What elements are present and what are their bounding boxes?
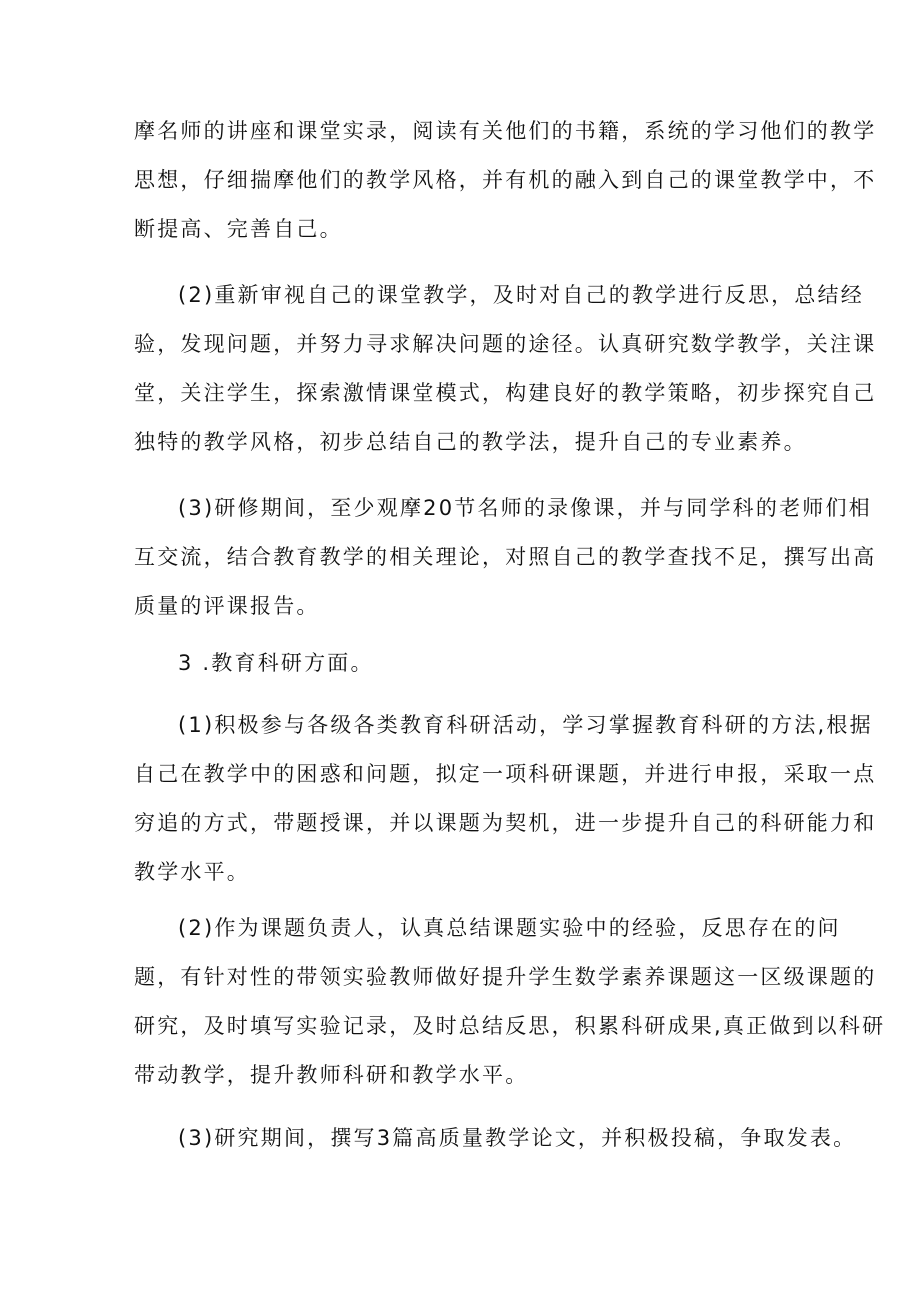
text-line: 独特的教学风格，初步总结自己的教学法，提升自己的专业素养。 [134,430,807,454]
text-line: 验，发现问题，并努力寻求解决问题的途径。认真研究数学教学，关注课 [134,332,877,356]
text-line: 自己在教学中的困惑和问题，拟定一项科研课题，并进行申报，采取一点 [134,762,877,786]
text-line: 思想，仔细揣摩他们的教学风格，并有机的融入到自己的课堂教学中，不 [134,168,877,192]
text-line: 断提高、完善自己。 [134,217,343,241]
text-line: 互交流，结合教育教学的相关理论，对照自己的教学查找不足，撰写出高 [134,545,877,569]
text-line: 带动教学，提升教师科研和教学水平。 [134,1063,529,1087]
text-line: 摩名师的讲座和课堂实录，阅读有关他们的书籍，系统的学习他们的教学 [134,119,877,143]
text-line: (1)积极参与各级各类教育科研活动，学习掌握教育科研的方法,根据 [178,713,873,737]
text-line: 堂，关注学生，探索激情课堂模式，构建良好的教学策略，初步探究自己 [134,381,877,405]
text-line: 题，有针对性的带领实验教师做好提升学生数学素养课题这一区级课题的 [134,965,877,989]
section-heading: 3 .教育科研方面。 [178,651,374,675]
text-line: 研究，及时填写实验记录，及时总结反思，积累科研成果,真正做到以科研 [134,1014,886,1038]
text-line: (3)研修期间，至少观摩20节名师的录像课，并与同学科的老师们相 [178,496,872,520]
text-line: 质量的评课报告。 [134,594,320,618]
text-line: 穷追的方式，带题授课，并以课题为契机，进一步提升自己的科研能力和 [134,811,877,835]
text-line: (2)重新审视自己的课堂教学，及时对自己的教学进行反思，总结经 [178,283,864,307]
text-line: (2)作为课题负责人，认真总结课题实验中的经验，反思存在的问 [178,916,841,940]
text-line: 教学水平。 [134,860,250,884]
text-line: (3)研究期间，撰写3篇高质量教学论文，并积极投稿，争取发表。 [178,1126,857,1150]
